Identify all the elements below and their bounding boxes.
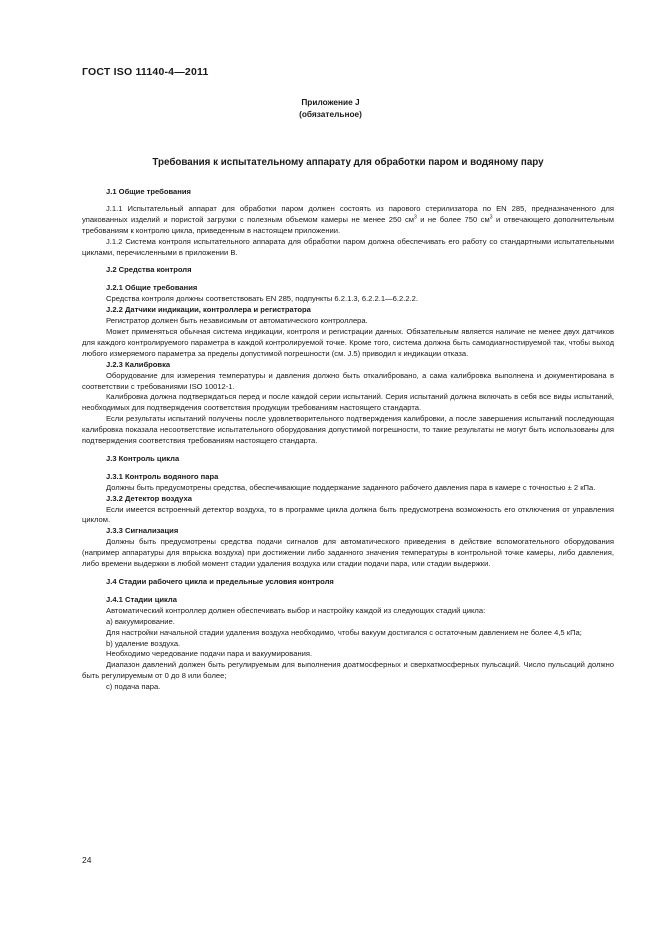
list-item: а) вакуумирование. — [106, 616, 175, 626]
paragraph: Может применяться обычная система индикации, контроля и регистрации данных. Обязательным является наличие не менее двух датчиков для каждого контролируемого параметра в каждой контролируемой точке. Кроме того, система должна быть самодиагностируемой так, чтобы выход любого измеряемого параметра за пределы допустимой погрешности (см. J.5) приводил к индикации отказа. — [82, 326, 614, 358]
text-run: и отвечающего дополнительным требованиям к контролю цикла, приведенным в настоящем приложении. — [82, 214, 614, 235]
subsection-heading: J.3.1 Контроль водяного пара — [106, 471, 219, 481]
paragraph: Должны быть предусмотрены средства подачи сигналов для автоматического приведения в действие вспомогательного оборудования (например аппаратуры для впрыска воздуха) при достижении либо заданного значения температуры в контрольной точке камеры, либо давления, либо времени выдержки в любой момент стадии удаления воздуха или стадии подачи пара, или стадии выдержки. — [82, 537, 614, 569]
subsection-heading: J.2.1 Общие требования — [106, 283, 198, 293]
section-heading: J.1 Общие требования — [106, 187, 191, 196]
appendix-label: Приложение J — [301, 97, 360, 107]
superscript: 3 — [489, 214, 493, 221]
document-body — [82, 187, 614, 693]
subsection-heading: J.2.3 Калибровка — [106, 359, 171, 369]
paragraph: Регистратор должен быть независимым от автоматического контроллера. — [106, 316, 368, 326]
section-heading: J.3 Контроль цикла — [106, 453, 180, 463]
standard-header: ГОСТ ISO 11140-4—2011 — [82, 66, 209, 78]
list-item: b) удаление воздуха. — [106, 638, 181, 648]
paragraph: Калибровка должна подтверждаться перед и после каждой серии испытаний. Серия испытаний должна включать в себя все виды испытаний, необходимых для подтверждения соответствия продукции требованиям настоящего стандарта. — [82, 392, 614, 413]
paragraph: Если результаты испытаний получены после удовлетворительного подтверждения калибровки, а после завершения испытаний последующая калибровка показала несоответствие испытательного оборудования допустимой погрешности, то такие результаты не могут быть использованы для подтверждения соответствия требованиям настоящего стандарта. — [82, 414, 614, 446]
appendix-title: Требования к испытательному аппарату для обработки паром и водяному пару — [152, 157, 544, 168]
appendix-label-block — [0, 96, 661, 120]
subsection-heading: J.3.3 Сигнализация — [106, 526, 179, 536]
text-run: и не более 750 см — [416, 214, 490, 224]
paragraph: Автоматический контроллер должен обеспечивать выбор и настройку каждой из следующих стадий цикла: — [106, 605, 486, 615]
section-heading: J.2 Средства контроля — [106, 265, 192, 275]
paragraph: Оборудование для измерения температуры и давления должно быть откалибровано, а сама калибровка выполнена и документирована в соответствии с требованиями ISO 10012-1. — [82, 370, 614, 391]
list-item: с) подача пара. — [106, 682, 161, 692]
subsection-heading: J.2.2 Датчики индикации, контроллера и регистратора — [106, 305, 311, 315]
text-run: J.1.1 Испытательный аппарат для обработки паром должен состоять из парового стерилизатора по EN 285, предназначенного для упакованных изделий и пористой загрузки с полезным объемом камеры не менее 250 см — [82, 203, 614, 224]
paragraph: Диапазон давлений должен быть регулируемым для выполнения доатмосферных и сверхатмосферных пульсаций. Число пульсаций должно быть регулируемым от 0 до 8 или более; — [82, 660, 614, 681]
paragraph: J.1.2 Система контроля испытательного аппарата для обработки паром должна обеспечивать его работу со стандартными испытательными циклами, перечисленными в приложении B. — [82, 236, 614, 257]
paragraph: Для настройки начальной стадии удаления воздуха необходимо, чтобы вакуум достигался с остаточным давлением не более 4,5 кПа; — [106, 627, 582, 637]
paragraph — [82, 204, 614, 237]
section-heading: J.4 Стадии рабочего цикла и предельные условия контроля — [106, 577, 334, 586]
page-number: 24 — [82, 855, 92, 865]
paragraph: Средства контроля должны соответствовать EN 285, подпункты 6.2.1.3, 6.2.2.1—6.2.2.2. — [106, 294, 418, 304]
subsection-heading: J.3.2 Детектор воздуха — [106, 493, 192, 503]
paragraph: Необходимо чередование подачи пара и вакуумирования. — [106, 649, 313, 659]
paragraph: Должны быть предусмотрены средства, обеспечивающие поддержание заданного рабочего давления пара в камере с точностью ± 2 кПа. — [106, 482, 596, 492]
subsection-heading: J.4.1 Стадии цикла — [106, 594, 177, 604]
paragraph: Если имеется встроенный детектор воздуха, то в программе цикла должна быть предусмотрена возможность его отключения от управления циклом. — [82, 504, 614, 525]
superscript: 3 — [413, 214, 417, 221]
appendix-status: (обязательное) — [299, 109, 362, 119]
